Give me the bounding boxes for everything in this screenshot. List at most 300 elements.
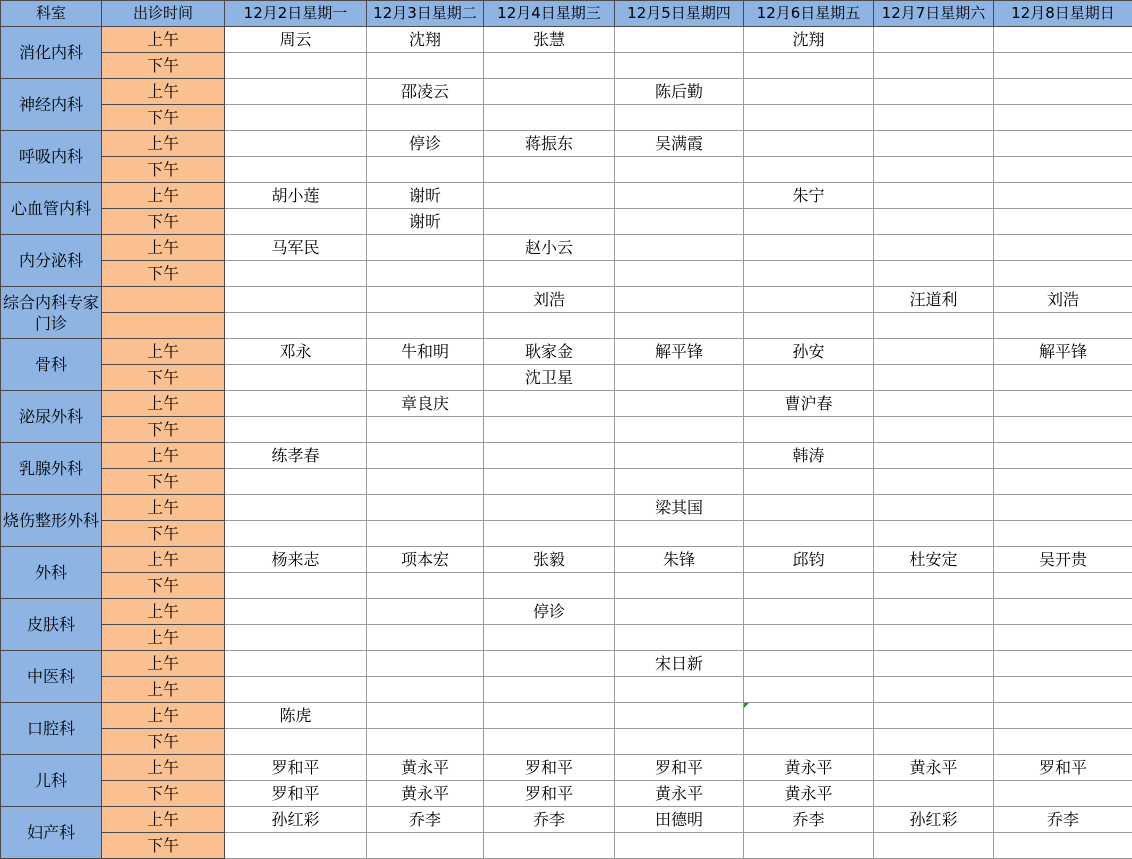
doctor-cell[interactable] [994, 573, 1132, 599]
doctor-cell[interactable] [225, 469, 367, 495]
doctor-cell[interactable] [225, 729, 367, 755]
department-name[interactable]: 泌尿外科 [1, 391, 102, 443]
doctor-cell[interactable] [615, 833, 744, 859]
doctor-cell[interactable] [994, 469, 1132, 495]
session-period[interactable]: 上午 [102, 131, 225, 157]
doctor-cell[interactable] [744, 53, 874, 79]
doctor-cell[interactable]: 梁其国 [615, 495, 744, 521]
session-period[interactable]: 上午 [102, 183, 225, 209]
session-period[interactable]: 下午 [102, 833, 225, 859]
table-row [1, 755, 1132, 781]
doctor-cell[interactable] [744, 469, 874, 495]
doctor-cell[interactable] [615, 573, 744, 599]
doctor-cell[interactable] [615, 313, 744, 339]
department-name[interactable]: 综合内科专家门诊 [1, 287, 102, 339]
doctor-cell[interactable]: 吴满霞 [615, 131, 744, 157]
doctor-cell[interactable]: 解平锋 [994, 339, 1132, 365]
doctor-cell[interactable] [225, 287, 367, 313]
doctor-cell[interactable] [367, 651, 484, 677]
doctor-cell[interactable] [484, 625, 615, 651]
doctor-cell[interactable]: 孙红彩 [874, 807, 994, 833]
doctor-cell[interactable] [225, 495, 367, 521]
table-row [1, 469, 1132, 495]
doctor-cell[interactable] [225, 261, 367, 287]
doctor-cell[interactable] [225, 651, 367, 677]
table-row [1, 417, 1132, 443]
doctor-cell[interactable] [994, 157, 1132, 183]
doctor-cell[interactable] [874, 677, 994, 703]
doctor-cell[interactable]: 蒋振东 [484, 131, 615, 157]
doctor-cell[interactable]: 罗和平 [225, 781, 367, 807]
session-period[interactable]: 下午 [102, 521, 225, 547]
doctor-cell[interactable] [615, 391, 744, 417]
doctor-cell[interactable] [744, 651, 874, 677]
doctor-cell[interactable] [367, 703, 484, 729]
doctor-cell[interactable] [874, 729, 994, 755]
doctor-cell[interactable]: 黄永平 [744, 781, 874, 807]
session-period[interactable]: 上午 [102, 703, 225, 729]
doctor-cell[interactable]: 张慧 [484, 27, 615, 53]
doctor-cell[interactable] [484, 53, 615, 79]
doctor-cell[interactable] [994, 105, 1132, 131]
doctor-cell[interactable] [744, 573, 874, 599]
department-name[interactable]: 口腔科 [1, 703, 102, 755]
session-period[interactable]: 上午 [102, 677, 225, 703]
doctor-cell[interactable]: 黄永平 [615, 781, 744, 807]
department-name[interactable]: 中医科 [1, 651, 102, 703]
doctor-cell[interactable]: 周云 [225, 27, 367, 53]
doctor-cell[interactable]: 罗和平 [484, 781, 615, 807]
doctor-cell[interactable] [615, 261, 744, 287]
header-day: 12月4日星期三 [484, 1, 615, 27]
session-period[interactable]: 上午 [102, 27, 225, 53]
session-period[interactable]: 下午 [102, 53, 225, 79]
doctor-cell[interactable]: 谢昕 [367, 183, 484, 209]
doctor-cell[interactable] [994, 703, 1132, 729]
doctor-cell[interactable] [874, 157, 994, 183]
doctor-cell[interactable] [994, 235, 1132, 261]
session-period[interactable]: 下午 [102, 729, 225, 755]
doctor-cell[interactable] [615, 599, 744, 625]
session-period[interactable]: 下午 [102, 105, 225, 131]
session-period[interactable]: 上午 [102, 599, 225, 625]
doctor-cell[interactable] [994, 313, 1132, 339]
doctor-cell[interactable] [484, 261, 615, 287]
doctor-cell[interactable] [484, 79, 615, 105]
doctor-cell[interactable] [874, 27, 994, 53]
doctor-cell[interactable] [484, 209, 615, 235]
doctor-cell[interactable] [994, 625, 1132, 651]
doctor-cell[interactable] [744, 131, 874, 157]
doctor-cell[interactable]: 韩涛 [744, 443, 874, 469]
doctor-cell[interactable] [994, 53, 1132, 79]
doctor-cell[interactable]: 沈卫星 [484, 365, 615, 391]
doctor-cell[interactable] [744, 313, 874, 339]
doctor-cell[interactable]: 杨来志 [225, 547, 367, 573]
doctor-cell[interactable] [367, 599, 484, 625]
doctor-cell[interactable]: 黄永平 [874, 755, 994, 781]
doctor-cell[interactable]: 项本宏 [367, 547, 484, 573]
table-row [1, 625, 1132, 651]
doctor-cell[interactable] [994, 495, 1132, 521]
department-name[interactable]: 神经内科 [1, 79, 102, 131]
session-period[interactable]: 上午 [102, 807, 225, 833]
doctor-cell[interactable] [225, 417, 367, 443]
doctor-cell[interactable] [874, 261, 994, 287]
doctor-cell[interactable] [484, 677, 615, 703]
doctor-cell[interactable] [615, 365, 744, 391]
doctor-cell[interactable] [225, 313, 367, 339]
department-name[interactable]: 消化内科 [1, 27, 102, 79]
doctor-cell[interactable] [744, 365, 874, 391]
doctor-cell[interactable] [744, 157, 874, 183]
table-row [1, 183, 1132, 209]
doctor-cell[interactable]: 胡小莲 [225, 183, 367, 209]
session-period[interactable]: 上午 [102, 235, 225, 261]
doctor-cell[interactable]: 乔李 [484, 807, 615, 833]
doctor-cell[interactable] [225, 209, 367, 235]
doctor-cell[interactable] [994, 131, 1132, 157]
doctor-cell[interactable] [874, 599, 994, 625]
doctor-cell[interactable] [874, 833, 994, 859]
table-row [1, 313, 1132, 339]
doctor-cell[interactable]: 陈后勤 [615, 79, 744, 105]
doctor-cell[interactable] [225, 157, 367, 183]
doctor-cell[interactable] [994, 79, 1132, 105]
table-row [1, 339, 1132, 365]
table-row [1, 599, 1132, 625]
doctor-cell[interactable]: 罗和平 [994, 755, 1132, 781]
department-name[interactable]: 儿科 [1, 755, 102, 807]
doctor-cell[interactable] [615, 443, 744, 469]
doctor-cell[interactable]: 田德明 [615, 807, 744, 833]
header-day: 12月8日星期日 [994, 1, 1132, 27]
doctor-cell[interactable] [367, 53, 484, 79]
doctor-cell[interactable] [615, 209, 744, 235]
doctor-cell[interactable] [744, 677, 874, 703]
doctor-cell[interactable] [874, 79, 994, 105]
doctor-cell[interactable] [874, 339, 994, 365]
doctor-cell[interactable]: 赵小云 [484, 235, 615, 261]
doctor-cell[interactable] [874, 391, 994, 417]
doctor-cell[interactable] [484, 833, 615, 859]
doctor-cell[interactable] [744, 105, 874, 131]
doctor-cell[interactable] [744, 703, 874, 729]
session-period[interactable]: 下午 [102, 365, 225, 391]
doctor-cell[interactable] [615, 287, 744, 313]
doctor-cell[interactable] [367, 365, 484, 391]
doctor-cell[interactable] [484, 495, 615, 521]
doctor-cell[interactable] [744, 287, 874, 313]
doctor-cell[interactable]: 汪道利 [874, 287, 994, 313]
table-row [1, 677, 1132, 703]
session-period[interactable]: 上午 [102, 651, 225, 677]
doctor-cell[interactable] [367, 573, 484, 599]
doctor-cell[interactable] [874, 131, 994, 157]
doctor-cell[interactable]: 邵凌云 [367, 79, 484, 105]
department-name[interactable]: 内分泌科 [1, 235, 102, 287]
doctor-cell[interactable] [225, 131, 367, 157]
doctor-cell[interactable] [874, 495, 994, 521]
doctor-cell[interactable] [484, 157, 615, 183]
doctor-cell[interactable] [615, 27, 744, 53]
doctor-cell[interactable] [615, 235, 744, 261]
doctor-cell[interactable] [367, 105, 484, 131]
doctor-cell[interactable] [484, 313, 615, 339]
session-period[interactable]: 上午 [102, 625, 225, 651]
doctor-cell[interactable]: 孙安 [744, 339, 874, 365]
doctor-cell[interactable] [225, 833, 367, 859]
doctor-cell[interactable] [994, 391, 1132, 417]
table-row [1, 105, 1132, 131]
doctor-cell[interactable]: 谢昕 [367, 209, 484, 235]
doctor-cell[interactable] [874, 651, 994, 677]
doctor-cell[interactable] [744, 495, 874, 521]
session-period[interactable]: 下午 [102, 781, 225, 807]
department-name[interactable]: 烧伤整形外科 [1, 495, 102, 547]
department-name[interactable]: 心血管内科 [1, 183, 102, 235]
doctor-cell[interactable] [744, 599, 874, 625]
doctor-cell[interactable] [874, 417, 994, 443]
doctor-cell[interactable]: 沈翔 [744, 27, 874, 53]
doctor-cell[interactable] [744, 261, 874, 287]
header-department: 科室 [1, 1, 102, 27]
doctor-cell[interactable] [615, 521, 744, 547]
doctor-cell[interactable] [874, 235, 994, 261]
doctor-cell[interactable] [994, 27, 1132, 53]
doctor-cell[interactable] [484, 703, 615, 729]
doctor-cell[interactable]: 牛和明 [367, 339, 484, 365]
doctor-cell[interactable] [225, 599, 367, 625]
doctor-cell[interactable] [367, 417, 484, 443]
department-name[interactable]: 妇产科 [1, 807, 102, 859]
doctor-cell[interactable] [367, 235, 484, 261]
table-row [1, 157, 1132, 183]
doctor-cell[interactable]: 邓永 [225, 339, 367, 365]
doctor-cell[interactable] [744, 521, 874, 547]
doctor-cell[interactable] [484, 183, 615, 209]
doctor-cell[interactable]: 邱钧 [744, 547, 874, 573]
doctor-cell[interactable] [874, 209, 994, 235]
session-period[interactable]: 下午 [102, 417, 225, 443]
table-row [1, 235, 1132, 261]
department-name[interactable]: 皮肤科 [1, 599, 102, 651]
session-period[interactable]: 上午 [102, 79, 225, 105]
doctor-cell[interactable] [994, 599, 1132, 625]
doctor-cell[interactable] [874, 573, 994, 599]
doctor-cell[interactable]: 杜安定 [874, 547, 994, 573]
doctor-cell[interactable] [874, 625, 994, 651]
department-name[interactable]: 骨科 [1, 339, 102, 391]
session-period[interactable]: 下午 [102, 469, 225, 495]
doctor-cell[interactable]: 张毅 [484, 547, 615, 573]
doctor-cell[interactable] [367, 833, 484, 859]
doctor-cell[interactable] [994, 729, 1132, 755]
doctor-cell[interactable]: 耿家金 [484, 339, 615, 365]
session-period[interactable]: 上午 [102, 391, 225, 417]
doctor-cell[interactable] [367, 443, 484, 469]
doctor-cell[interactable]: 章良庆 [367, 391, 484, 417]
doctor-cell[interactable]: 解平锋 [615, 339, 744, 365]
doctor-cell[interactable] [874, 469, 994, 495]
doctor-cell[interactable] [484, 417, 615, 443]
doctor-cell[interactable]: 朱锋 [615, 547, 744, 573]
table-row [1, 521, 1132, 547]
table-row [1, 53, 1132, 79]
doctor-cell[interactable] [367, 729, 484, 755]
session-period[interactable]: 下午 [102, 261, 225, 287]
doctor-cell[interactable] [615, 703, 744, 729]
doctor-cell[interactable] [225, 391, 367, 417]
doctor-cell[interactable] [874, 365, 994, 391]
doctor-cell[interactable]: 孙红彩 [225, 807, 367, 833]
table-row [1, 27, 1132, 53]
doctor-cell[interactable]: 沈翔 [367, 27, 484, 53]
session-period[interactable]: 上午 [102, 443, 225, 469]
doctor-cell[interactable] [615, 157, 744, 183]
session-period[interactable]: 上午 [102, 495, 225, 521]
table-row [1, 703, 1132, 729]
doctor-cell[interactable] [367, 261, 484, 287]
doctor-cell[interactable] [484, 443, 615, 469]
doctor-cell[interactable]: 吴开贵 [994, 547, 1132, 573]
doctor-cell[interactable]: 陈虎 [225, 703, 367, 729]
doctor-cell[interactable] [874, 703, 994, 729]
doctor-cell[interactable] [994, 443, 1132, 469]
table-row [1, 807, 1132, 833]
doctor-cell[interactable] [225, 53, 367, 79]
doctor-cell[interactable] [484, 391, 615, 417]
doctor-cell[interactable] [744, 209, 874, 235]
session-period[interactable]: 下午 [102, 157, 225, 183]
doctor-cell[interactable] [225, 677, 367, 703]
doctor-cell[interactable] [994, 183, 1132, 209]
doctor-cell[interactable]: 刘浩 [994, 287, 1132, 313]
doctor-cell[interactable] [744, 417, 874, 443]
doctor-cell[interactable]: 朱宁 [744, 183, 874, 209]
doctor-cell[interactable] [225, 573, 367, 599]
doctor-cell[interactable] [744, 79, 874, 105]
doctor-cell[interactable] [484, 105, 615, 131]
department-name[interactable]: 外科 [1, 547, 102, 599]
session-period[interactable] [102, 313, 225, 339]
doctor-cell[interactable] [615, 469, 744, 495]
doctor-cell[interactable] [615, 53, 744, 79]
doctor-cell[interactable] [484, 573, 615, 599]
doctor-cell[interactable] [225, 79, 367, 105]
doctor-cell[interactable] [225, 365, 367, 391]
header-day: 12月5日星期四 [615, 1, 744, 27]
table-row [1, 261, 1132, 287]
doctor-cell[interactable] [367, 287, 484, 313]
doctor-cell[interactable] [484, 651, 615, 677]
doctor-cell[interactable] [615, 105, 744, 131]
doctor-cell[interactable]: 黄永平 [367, 755, 484, 781]
doctor-cell[interactable] [874, 105, 994, 131]
doctor-cell[interactable] [367, 495, 484, 521]
session-period[interactable]: 上午 [102, 547, 225, 573]
doctor-cell[interactable]: 练孝春 [225, 443, 367, 469]
doctor-cell[interactable] [994, 261, 1132, 287]
doctor-cell[interactable]: 曹沪春 [744, 391, 874, 417]
doctor-cell[interactable] [744, 729, 874, 755]
doctor-cell[interactable]: 马军民 [225, 235, 367, 261]
doctor-cell[interactable] [225, 105, 367, 131]
header-day: 12月6日星期五 [744, 1, 874, 27]
session-period[interactable]: 下午 [102, 573, 225, 599]
doctor-cell[interactable] [615, 183, 744, 209]
doctor-cell[interactable] [874, 443, 994, 469]
session-period[interactable] [102, 287, 225, 313]
doctor-cell[interactable]: 乔李 [994, 807, 1132, 833]
session-period[interactable]: 下午 [102, 209, 225, 235]
doctor-cell[interactable] [874, 521, 994, 547]
doctor-cell[interactable]: 罗和平 [225, 755, 367, 781]
doctor-cell[interactable]: 停诊 [367, 131, 484, 157]
doctor-cell[interactable] [615, 417, 744, 443]
doctor-cell[interactable] [484, 469, 615, 495]
doctor-cell[interactable]: 刘浩 [484, 287, 615, 313]
doctor-cell[interactable] [994, 833, 1132, 859]
table-row [1, 131, 1132, 157]
doctor-cell[interactable] [367, 157, 484, 183]
doctor-cell[interactable] [994, 677, 1132, 703]
doctor-cell[interactable] [615, 729, 744, 755]
doctor-cell[interactable] [225, 625, 367, 651]
doctor-cell[interactable]: 罗和平 [615, 755, 744, 781]
doctor-cell[interactable] [744, 235, 874, 261]
doctor-cell[interactable] [367, 625, 484, 651]
doctor-cell[interactable] [994, 651, 1132, 677]
table-row [1, 443, 1132, 469]
doctor-cell[interactable]: 罗和平 [484, 755, 615, 781]
doctor-cell[interactable] [874, 781, 994, 807]
doctor-cell[interactable] [367, 313, 484, 339]
session-period[interactable]: 上午 [102, 755, 225, 781]
doctor-cell[interactable] [994, 417, 1132, 443]
department-name[interactable]: 呼吸内科 [1, 131, 102, 183]
doctor-cell[interactable] [484, 729, 615, 755]
department-name[interactable]: 乳腺外科 [1, 443, 102, 495]
doctor-cell[interactable] [874, 313, 994, 339]
doctor-cell[interactable] [615, 677, 744, 703]
doctor-cell[interactable] [994, 781, 1132, 807]
doctor-cell[interactable] [874, 183, 994, 209]
doctor-cell[interactable] [367, 521, 484, 547]
doctor-cell[interactable] [225, 521, 367, 547]
doctor-cell[interactable]: 宋日新 [615, 651, 744, 677]
doctor-cell[interactable] [484, 521, 615, 547]
doctor-cell[interactable] [744, 625, 874, 651]
header-day: 12月7日星期六 [874, 1, 994, 27]
doctor-cell[interactable] [994, 209, 1132, 235]
doctor-cell[interactable] [994, 521, 1132, 547]
doctor-cell[interactable] [615, 625, 744, 651]
doctor-cell[interactable]: 停诊 [484, 599, 615, 625]
doctor-cell[interactable]: 黄永平 [744, 755, 874, 781]
doctor-cell[interactable] [744, 833, 874, 859]
table-row [1, 209, 1132, 235]
session-period[interactable]: 上午 [102, 339, 225, 365]
table-row [1, 833, 1132, 859]
doctor-cell[interactable] [874, 53, 994, 79]
doctor-cell[interactable] [367, 469, 484, 495]
doctor-cell[interactable]: 乔李 [744, 807, 874, 833]
doctor-cell[interactable] [367, 677, 484, 703]
doctor-cell[interactable]: 乔李 [367, 807, 484, 833]
doctor-cell[interactable] [994, 365, 1132, 391]
doctor-cell[interactable]: 黄永平 [367, 781, 484, 807]
